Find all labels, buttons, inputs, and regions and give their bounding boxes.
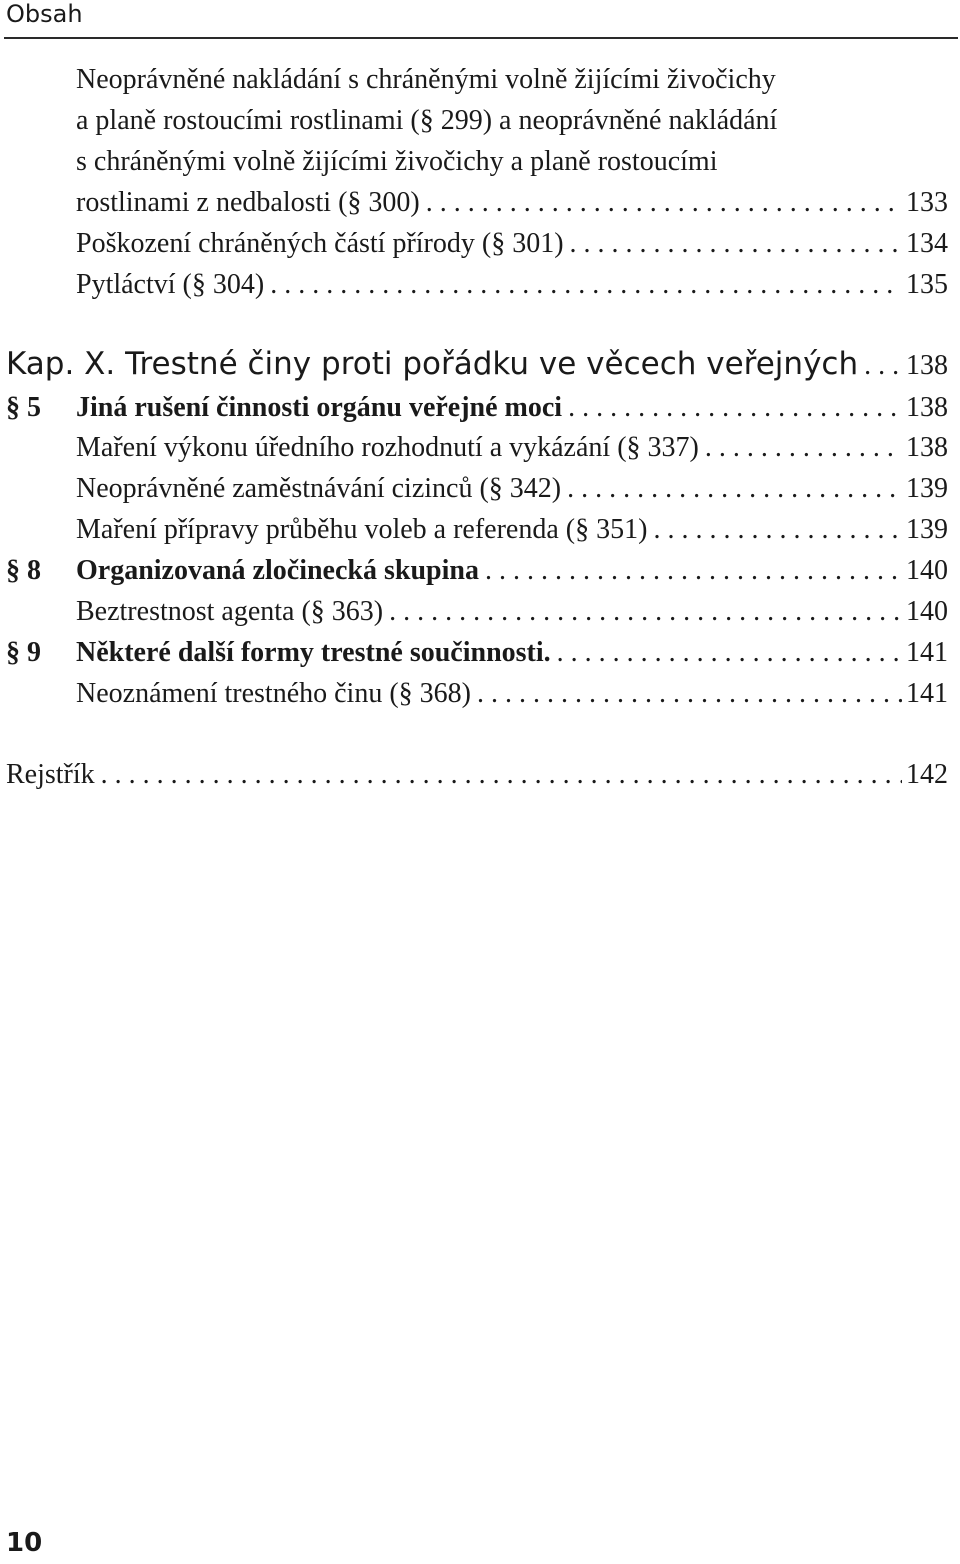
toc-continuation-line: s chráněnými volně žijícími živočichy a planě rostoucími [76,146,718,177]
toc-entry-title: Beztrestnost agenta (§ 363) [76,596,384,627]
toc-entry-title: Neoprávněné zaměstnávání cizinců (§ 342) [76,473,562,504]
toc-page-number: 135 [906,269,948,300]
toc-entry-title: rostlinami z nedbalosti (§ 300) [76,187,420,218]
toc-entry[interactable] [76,228,948,260]
toc-page-number: 141 [906,678,948,709]
toc-entry[interactable] [76,473,948,505]
toc-leader [477,678,902,710]
toc-leader [270,269,902,301]
toc-page-number: 141 [906,637,948,668]
toc-entry-title: Maření přípravy průběhu voleb a referenda (§ 351) [76,514,648,545]
section-title: Organizovaná zločinecká skupina [76,555,479,586]
toc-leader [389,596,902,628]
toc-page-number: 139 [906,473,948,504]
toc-leader [557,637,902,669]
toc-entry-title: Poškození chráněných částí přírody (§ 301) [76,228,564,259]
toc-page-number: 138 [906,392,948,423]
toc-section-entry[interactable] [6,637,948,669]
section-number: § 5 [6,392,41,423]
toc-leader [705,432,902,464]
toc-leader [568,392,902,424]
toc-leader [567,473,902,505]
toc-entry[interactable] [76,678,948,710]
toc-entry[interactable] [76,187,948,219]
toc-section-entry[interactable] [6,555,948,587]
toc-continuation-line: Neoprávněné nakládání s chráněnými volně žijícími živočichy [76,64,776,95]
section-number: § 9 [6,637,41,668]
toc-leader [101,759,902,791]
toc-entry-title: Neoznámení trestného činu (§ 368) [76,678,471,709]
toc-section-entry[interactable] [6,392,948,424]
toc-leader [426,187,902,219]
toc-chapter-entry[interactable] [6,346,948,384]
toc-entry-title: Pytláctví (§ 304) [76,269,265,300]
section-heading [6,637,551,669]
toc-leader [864,348,902,384]
toc-entry[interactable] [76,596,948,628]
toc-leader [485,555,902,587]
section-title: Některé další formy trestné součinnosti. [76,637,551,668]
toc-page-number: 140 [906,596,948,627]
section-title: Jiná rušení činnosti orgánu veřejné moci [76,392,563,423]
toc-page-number: 140 [906,555,948,586]
toc-page-number: 138 [906,432,948,463]
chapter-title: Kap. X. Trestné činy proti pořádku ve věcech veřejných [6,346,859,382]
toc-leader [570,228,902,260]
toc-page-number: 138 [906,350,948,381]
toc-continuation-line: a planě rostoucími rostlinami (§ 299) a neoprávněné nakládání [76,105,778,136]
toc-entry-title: Maření výkonu úředního rozhodnutí a vykázání (§ 337) [76,432,699,463]
toc-page-number: 133 [906,187,948,218]
toc-leader [653,514,902,546]
toc-entry[interactable] [76,514,948,546]
toc-page-number: 139 [906,514,948,545]
section-number: § 8 [6,555,41,586]
header-rule [4,37,958,39]
toc-page-number: 134 [906,228,948,259]
toc-entry[interactable] [76,269,948,301]
toc-entry[interactable] [76,432,948,464]
toc-index-entry[interactable] [6,759,948,791]
page-number: 10 [6,1528,43,1558]
section-heading [6,555,479,587]
running-head: Obsah [6,0,83,28]
section-heading [6,392,562,424]
toc-entry-title: Rejstřík [6,759,95,790]
toc-page-number: 142 [906,759,948,790]
